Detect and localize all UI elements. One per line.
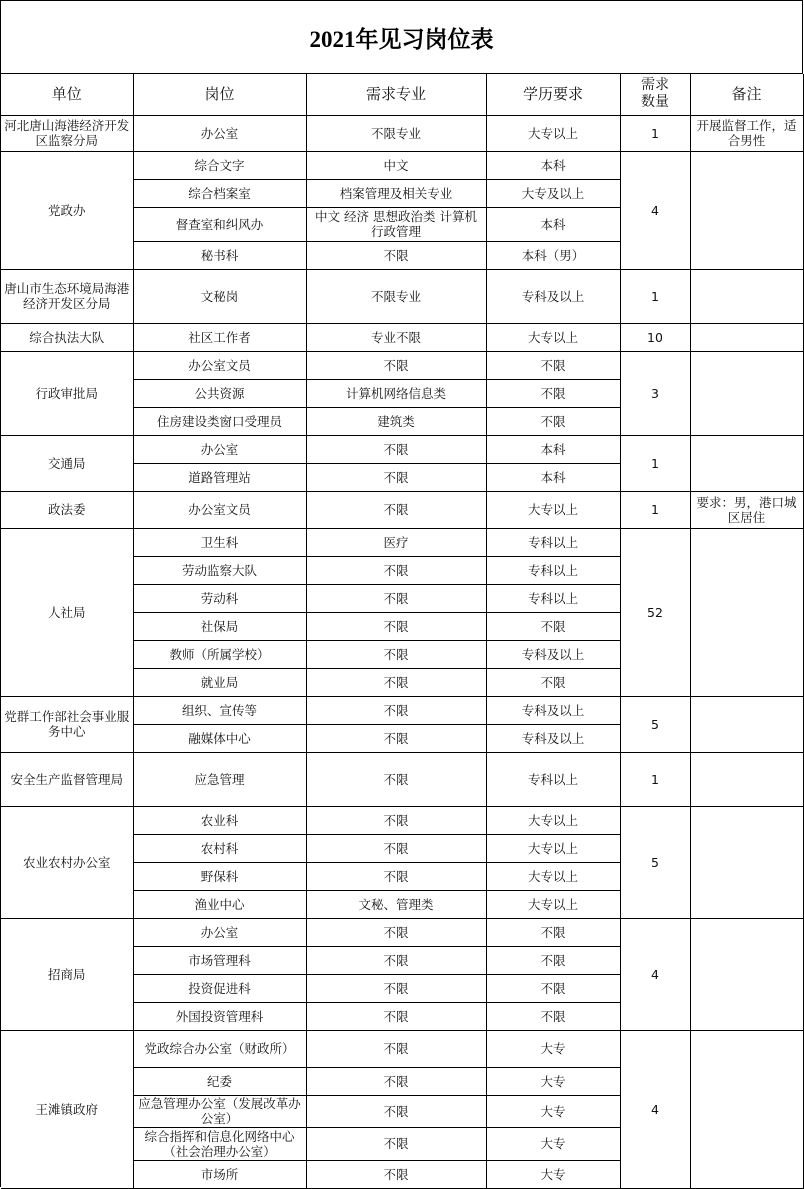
major-cell: 不限	[306, 862, 486, 890]
count-cell: 3	[620, 351, 690, 435]
position-cell: 应急管理办公室（发展改革办公室）	[133, 1095, 306, 1127]
note-cell	[690, 696, 803, 752]
education-cell: 专科及以上	[486, 724, 620, 752]
education-cell: 大专	[486, 1095, 620, 1127]
header-position: 岗位	[133, 74, 306, 115]
position-cell: 住房建设类窗口受理员	[133, 407, 306, 435]
note-cell	[690, 151, 803, 269]
major-cell: 不限	[306, 668, 486, 696]
count-cell: 5	[620, 696, 690, 752]
education-cell: 不限	[486, 379, 620, 407]
position-cell: 综合档案室	[133, 179, 306, 207]
education-cell: 大专以上	[486, 806, 620, 834]
major-cell: 不限	[306, 1030, 486, 1067]
education-cell: 本科	[486, 151, 620, 179]
education-cell: 专科及以上	[486, 269, 620, 323]
education-cell: 专科以上	[486, 584, 620, 612]
education-cell: 不限	[486, 612, 620, 640]
education-cell: 不限	[486, 1002, 620, 1030]
major-cell: 中文 经济 思想政治类 计算机 行政管理	[306, 207, 486, 241]
header-count-line2: 数量	[641, 94, 669, 111]
position-cell: 公共资源	[133, 379, 306, 407]
education-cell: 专科以上	[486, 556, 620, 584]
major-cell: 不限	[306, 556, 486, 584]
header-major: 需求专业	[306, 74, 486, 115]
note-cell: 开展监督工作，适合男性	[690, 115, 803, 151]
unit-cell: 农业农村办公室	[1, 806, 133, 918]
position-cell: 办公室	[133, 435, 306, 463]
unit-cell: 综合执法大队	[1, 323, 133, 351]
note-cell	[690, 351, 803, 435]
major-cell: 不限	[306, 1160, 486, 1188]
table-row	[1, 269, 803, 323]
position-cell: 秘书科	[133, 241, 306, 269]
major-cell: 计算机网络信息类	[306, 379, 486, 407]
table-row	[1, 528, 803, 556]
position-cell: 渔业中心	[133, 890, 306, 918]
position-cell: 劳动科	[133, 584, 306, 612]
education-cell: 专科以上	[486, 528, 620, 556]
position-cell: 办公室文员	[133, 351, 306, 379]
header-unit: 单位	[1, 74, 133, 115]
major-cell: 文秘、管理类	[306, 890, 486, 918]
position-cell: 道路管理站	[133, 463, 306, 491]
major-cell: 不限	[306, 351, 486, 379]
unit-cell: 安全生产监督管理局	[1, 752, 133, 806]
major-cell: 不限	[306, 834, 486, 862]
unit-cell: 交通局	[1, 435, 133, 491]
note-cell	[690, 918, 803, 1030]
position-cell: 办公室文员	[133, 491, 306, 528]
unit-cell: 河北唐山海港经济开发区监察分局	[1, 115, 133, 151]
note-cell	[690, 435, 803, 491]
position-cell: 组织、宣传等	[133, 696, 306, 724]
position-cell: 社区工作者	[133, 323, 306, 351]
education-cell: 大专	[486, 1030, 620, 1067]
note-cell	[690, 269, 803, 323]
position-cell: 党政综合办公室（财政所）	[133, 1030, 306, 1067]
unit-cell: 党群工作部社会事业服务中心	[1, 696, 133, 752]
note-cell	[690, 752, 803, 806]
position-cell: 投资促进科	[133, 974, 306, 1002]
position-cell: 融媒体中心	[133, 724, 306, 752]
unit-cell: 行政审批局	[1, 351, 133, 435]
education-cell: 专科以上	[486, 752, 620, 806]
position-cell: 应急管理	[133, 752, 306, 806]
table-row	[1, 151, 803, 179]
count-cell: 1	[620, 115, 690, 151]
note-cell	[690, 806, 803, 918]
position-cell: 纪委	[133, 1067, 306, 1095]
table-row	[1, 115, 803, 151]
major-cell: 建筑类	[306, 407, 486, 435]
unit-cell: 招商局	[1, 918, 133, 1030]
education-cell: 不限	[486, 668, 620, 696]
table-body	[1, 115, 803, 1188]
major-cell: 不限	[306, 806, 486, 834]
education-cell: 大专以上	[486, 834, 620, 862]
education-cell: 专科及以上	[486, 696, 620, 724]
position-cell: 市场所	[133, 1160, 306, 1188]
table-row	[1, 435, 803, 463]
count-cell: 4	[620, 1030, 690, 1188]
major-cell: 不限	[306, 946, 486, 974]
position-cell: 办公室	[133, 918, 306, 946]
education-cell: 大专	[486, 1160, 620, 1188]
note-cell	[690, 528, 803, 696]
note-cell	[690, 323, 803, 351]
major-cell: 不限	[306, 752, 486, 806]
major-cell: 不限专业	[306, 115, 486, 151]
position-cell: 农业科	[133, 806, 306, 834]
education-cell: 不限	[486, 946, 620, 974]
education-cell: 本科	[486, 435, 620, 463]
education-cell: 本科	[486, 463, 620, 491]
header-row	[1, 74, 803, 115]
table-row	[1, 806, 803, 834]
major-cell: 不限专业	[306, 269, 486, 323]
education-cell: 不限	[486, 918, 620, 946]
major-cell: 中文	[306, 151, 486, 179]
position-cell: 综合指挥和信息化网络中心（社会治理办公室）	[133, 1127, 306, 1160]
major-cell: 档案管理及相关专业	[306, 179, 486, 207]
position-cell: 外国投资管理科	[133, 1002, 306, 1030]
position-cell: 督查室和纠风办	[133, 207, 306, 241]
major-cell: 不限	[306, 1095, 486, 1127]
major-cell: 不限	[306, 724, 486, 752]
header-count-line1: 需求	[641, 77, 669, 94]
position-cell: 办公室	[133, 115, 306, 151]
education-cell: 大专以上	[486, 115, 620, 151]
header-count	[620, 74, 690, 115]
education-cell: 本科（男）	[486, 241, 620, 269]
unit-cell: 人社局	[1, 528, 133, 696]
education-cell: 不限	[486, 974, 620, 1002]
note-cell: 要求：男，港口城区居住	[690, 491, 803, 528]
header-note: 备注	[690, 74, 803, 115]
positions-table	[1, 74, 804, 1189]
count-cell: 10	[620, 323, 690, 351]
education-cell: 大专以上	[486, 323, 620, 351]
major-cell: 医疗	[306, 528, 486, 556]
position-cell: 农村科	[133, 834, 306, 862]
count-cell: 4	[620, 151, 690, 269]
position-cell: 市场管理科	[133, 946, 306, 974]
table-row	[1, 752, 803, 806]
table-row	[1, 491, 803, 528]
education-cell: 不限	[486, 407, 620, 435]
count-cell: 1	[620, 491, 690, 528]
major-cell: 不限	[306, 491, 486, 528]
table-title: 2021年见习岗位表	[1, 1, 803, 74]
major-cell: 不限	[306, 584, 486, 612]
count-cell: 5	[620, 806, 690, 918]
major-cell: 不限	[306, 435, 486, 463]
major-cell: 不限	[306, 974, 486, 1002]
major-cell: 不限	[306, 463, 486, 491]
count-cell: 4	[620, 918, 690, 1030]
education-cell: 大专	[486, 1127, 620, 1160]
education-cell: 本科	[486, 207, 620, 241]
education-cell: 大专及以上	[486, 179, 620, 207]
position-cell: 教师（所属学校）	[133, 640, 306, 668]
position-cell: 综合文字	[133, 151, 306, 179]
education-cell: 专科及以上	[486, 640, 620, 668]
unit-cell: 党政办	[1, 151, 133, 269]
count-cell: 1	[620, 435, 690, 491]
count-cell: 1	[620, 269, 690, 323]
major-cell: 不限	[306, 612, 486, 640]
major-cell: 不限	[306, 640, 486, 668]
position-cell: 劳动监察大队	[133, 556, 306, 584]
unit-cell: 政法委	[1, 491, 133, 528]
education-cell: 大专以上	[486, 862, 620, 890]
major-cell: 不限	[306, 1127, 486, 1160]
major-cell: 不限	[306, 1067, 486, 1095]
major-cell: 不限	[306, 696, 486, 724]
unit-cell: 唐山市生态环境局海港经济开发区分局	[1, 269, 133, 323]
position-cell: 社保局	[133, 612, 306, 640]
count-cell: 1	[620, 752, 690, 806]
education-cell: 不限	[486, 351, 620, 379]
major-cell: 不限	[306, 241, 486, 269]
table-row	[1, 323, 803, 351]
education-cell: 大专	[486, 1067, 620, 1095]
major-cell: 不限	[306, 918, 486, 946]
education-cell: 大专以上	[486, 890, 620, 918]
major-cell: 专业不限	[306, 323, 486, 351]
position-cell: 就业局	[133, 668, 306, 696]
position-cell: 野保科	[133, 862, 306, 890]
table-row	[1, 918, 803, 946]
count-cell: 52	[620, 528, 690, 696]
position-cell: 文秘岗	[133, 269, 306, 323]
header-education: 学历要求	[486, 74, 620, 115]
table-row	[1, 351, 803, 379]
note-cell	[690, 1030, 803, 1188]
major-cell: 不限	[306, 1002, 486, 1030]
education-cell: 大专以上	[486, 491, 620, 528]
position-cell: 卫生科	[133, 528, 306, 556]
table-row	[1, 1030, 803, 1067]
unit-cell: 王滩镇政府	[1, 1030, 133, 1188]
table-row	[1, 696, 803, 724]
